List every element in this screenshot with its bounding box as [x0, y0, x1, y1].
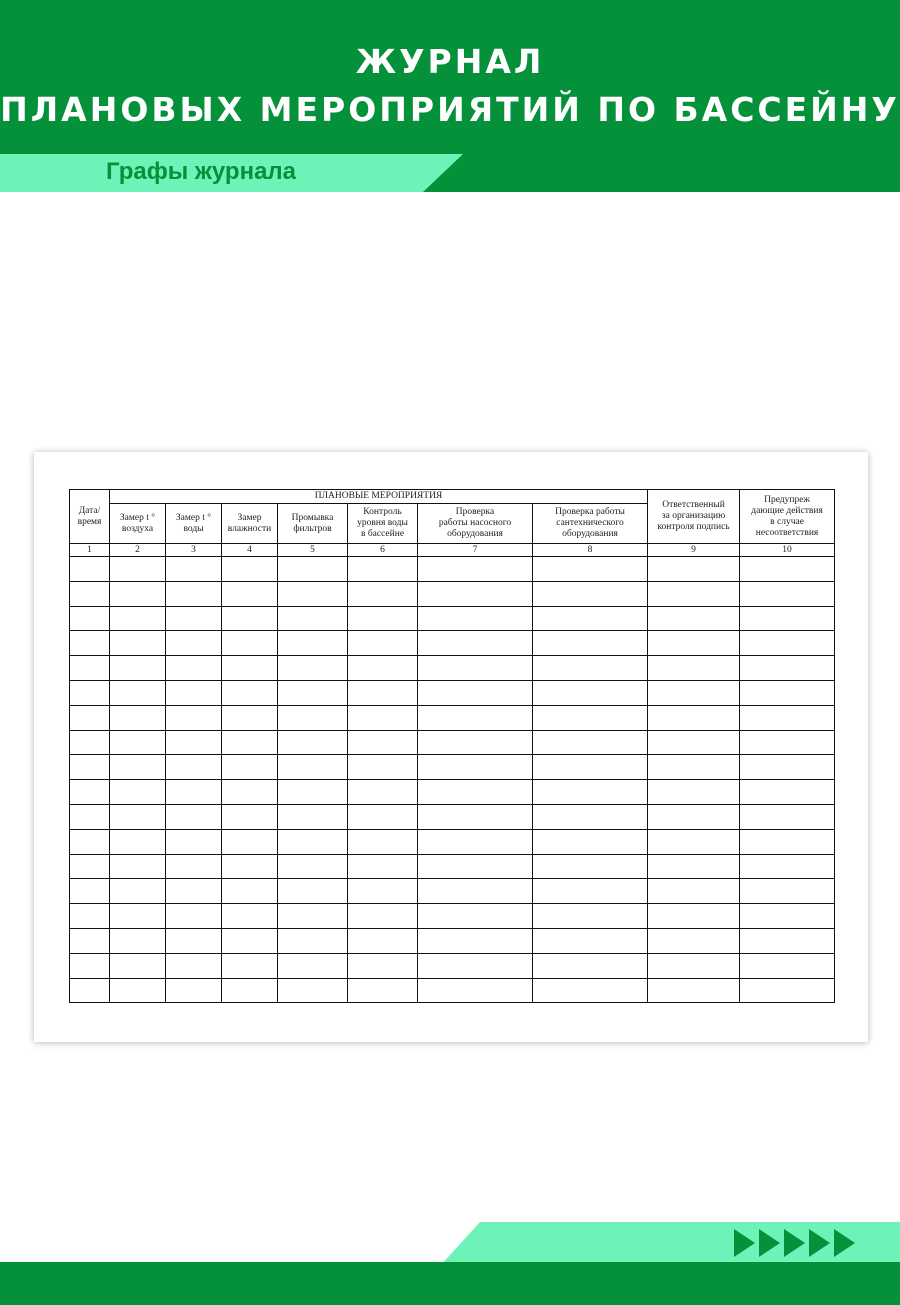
table-cell	[348, 557, 418, 582]
table-cell	[278, 606, 348, 631]
table-cell	[222, 730, 278, 755]
column-number: 4	[222, 544, 278, 557]
table-row	[70, 755, 835, 780]
table-cell	[348, 680, 418, 705]
table-row	[70, 879, 835, 904]
table-cell	[222, 804, 278, 829]
table-cell	[70, 854, 110, 879]
column-header-plumbing	[533, 504, 648, 544]
column-header-water-temp	[166, 504, 222, 544]
table-cell	[648, 904, 740, 929]
table-cell	[110, 904, 166, 929]
table-cell	[278, 854, 348, 879]
table-cell	[110, 978, 166, 1003]
table-cell	[740, 953, 835, 978]
table-cell	[418, 730, 533, 755]
column-number: 1	[70, 544, 110, 557]
table-cell	[222, 705, 278, 730]
table-cell	[110, 705, 166, 730]
column-header-humidity	[222, 504, 278, 544]
table-cell	[533, 854, 648, 879]
table-cell	[533, 928, 648, 953]
column-header-date	[70, 490, 110, 544]
table-cell	[740, 755, 835, 780]
table-cell	[348, 829, 418, 854]
group-header-planned-activities: ПЛАНОВЫЕ МЕРОПРИЯТИЯ	[110, 490, 648, 504]
table-cell	[418, 978, 533, 1003]
table-cell	[70, 680, 110, 705]
table-cell	[533, 606, 648, 631]
table-cell	[70, 631, 110, 656]
column-number: 10	[740, 544, 835, 557]
table-row	[70, 953, 835, 978]
column-header-responsible-text: Ответственный за организацию контроля подпись	[657, 500, 730, 532]
table-cell	[110, 606, 166, 631]
table-cell	[740, 928, 835, 953]
table-cell	[110, 680, 166, 705]
column-number: 3	[166, 544, 222, 557]
table-cell	[648, 705, 740, 730]
table-cell	[166, 904, 222, 929]
table-cell	[110, 656, 166, 681]
table-cell	[348, 656, 418, 681]
table-cell	[418, 581, 533, 606]
table-row	[70, 829, 835, 854]
table-cell	[740, 557, 835, 582]
table-cell	[740, 730, 835, 755]
table-cell	[648, 978, 740, 1003]
table-cell	[166, 705, 222, 730]
table-cell	[348, 581, 418, 606]
table-cell	[533, 829, 648, 854]
table-cell	[70, 978, 110, 1003]
table-cell	[533, 631, 648, 656]
table-cell	[222, 854, 278, 879]
table-cell	[166, 953, 222, 978]
table-cell	[110, 755, 166, 780]
table-cell	[70, 879, 110, 904]
table-cell	[166, 730, 222, 755]
table-cell	[348, 755, 418, 780]
column-header-date-text: Дата/ время	[77, 505, 102, 527]
table-cell	[348, 631, 418, 656]
table-cell	[740, 879, 835, 904]
page-title-line-2: ПЛАНОВЫХ МЕРОПРИЯТИЙ ПО БАССЕЙНУ	[0, 90, 900, 129]
table-cell	[166, 854, 222, 879]
table-cell	[348, 854, 418, 879]
table-cell	[348, 780, 418, 805]
section-subtitle: Графы журнала	[106, 158, 297, 185]
table-row	[70, 581, 835, 606]
table-cell	[222, 904, 278, 929]
table-cell	[70, 928, 110, 953]
table-row	[70, 631, 835, 656]
table-cell	[740, 780, 835, 805]
arrow-group	[734, 1229, 859, 1259]
column-header-humidity-text: Замер влажности	[227, 512, 272, 534]
table-cell	[740, 904, 835, 929]
table-cell	[70, 606, 110, 631]
table-cell	[533, 978, 648, 1003]
table-row	[70, 606, 835, 631]
table-cell	[348, 928, 418, 953]
table-cell	[648, 557, 740, 582]
table-cell	[70, 804, 110, 829]
column-header-filters	[278, 504, 348, 544]
table-cell	[348, 879, 418, 904]
table-cell	[278, 978, 348, 1003]
table-cell	[533, 953, 648, 978]
column-header-water-level	[348, 504, 418, 544]
table-cell	[648, 829, 740, 854]
table-cell	[648, 631, 740, 656]
table-cell	[222, 631, 278, 656]
table-cell	[110, 581, 166, 606]
table-cell	[348, 953, 418, 978]
arrow-right-icon	[809, 1229, 830, 1257]
table-cell	[418, 557, 533, 582]
table-cell	[222, 606, 278, 631]
table-cell	[348, 705, 418, 730]
table-cell	[348, 904, 418, 929]
table-cell	[648, 879, 740, 904]
table-cell	[166, 680, 222, 705]
journal-form-card	[34, 452, 868, 1042]
table-cell	[278, 829, 348, 854]
column-number: 6	[348, 544, 418, 557]
table-cell	[222, 928, 278, 953]
table-cell	[533, 557, 648, 582]
column-header-air-temp	[110, 504, 166, 544]
table-cell	[418, 953, 533, 978]
table-cell	[110, 953, 166, 978]
column-header-responsible	[648, 490, 740, 544]
table-cell	[222, 780, 278, 805]
table-cell	[418, 854, 533, 879]
table-cell	[648, 656, 740, 681]
table-cell	[648, 755, 740, 780]
table-cell	[278, 557, 348, 582]
table-cell	[70, 705, 110, 730]
table-cell	[70, 656, 110, 681]
table-cell	[110, 829, 166, 854]
table-row	[70, 854, 835, 879]
table-cell	[110, 879, 166, 904]
table-cell	[533, 780, 648, 805]
table-cell	[418, 606, 533, 631]
table-cell	[166, 755, 222, 780]
table-cell	[740, 705, 835, 730]
table-cell	[222, 953, 278, 978]
table-cell	[166, 928, 222, 953]
table-row	[70, 705, 835, 730]
table-cell	[648, 928, 740, 953]
table-cell	[418, 904, 533, 929]
table-cell	[740, 854, 835, 879]
table-cell	[418, 705, 533, 730]
table-row	[70, 656, 835, 681]
arrow-right-icon	[734, 1229, 755, 1257]
column-header-pump-text: Проверка работы насосного оборудования	[438, 507, 512, 539]
table-cell	[648, 730, 740, 755]
table-cell	[70, 730, 110, 755]
table-cell	[70, 755, 110, 780]
table-cell	[278, 904, 348, 929]
table-row	[70, 557, 835, 582]
table-cell	[740, 829, 835, 854]
table-cell	[166, 879, 222, 904]
table-cell	[418, 928, 533, 953]
table-cell	[278, 928, 348, 953]
table-cell	[648, 581, 740, 606]
table-cell	[533, 705, 648, 730]
table-cell	[418, 804, 533, 829]
table-cell	[418, 879, 533, 904]
table-cell	[166, 581, 222, 606]
table-cell	[278, 730, 348, 755]
table-cell	[348, 978, 418, 1003]
table-cell	[418, 656, 533, 681]
table-cell	[740, 680, 835, 705]
table-cell	[648, 780, 740, 805]
table-cell	[222, 978, 278, 1003]
table-cell	[533, 730, 648, 755]
table-cell	[533, 755, 648, 780]
column-header-air-temp-text: Замер t ° воздуха	[119, 512, 156, 534]
table-cell	[222, 557, 278, 582]
arrow-right-icon	[784, 1229, 805, 1257]
table-cell	[418, 631, 533, 656]
table-cell	[533, 879, 648, 904]
table-cell	[110, 631, 166, 656]
table-cell	[533, 680, 648, 705]
column-header-plumbing-text: Проверка работы сантехнического оборудования	[555, 507, 625, 539]
column-header-water-temp-text: Замер t ° воды	[175, 512, 212, 534]
column-header-pump	[418, 504, 533, 544]
table-cell	[110, 730, 166, 755]
table-cell	[70, 953, 110, 978]
table-row	[70, 680, 835, 705]
table-cell	[648, 953, 740, 978]
column-header-filters-text: Промывка фильтров	[291, 512, 334, 534]
column-header-water-level-text: Контроль уровня воды в бассейне	[357, 507, 408, 539]
table-cell	[166, 804, 222, 829]
table-cell	[278, 631, 348, 656]
table-cell	[418, 680, 533, 705]
table-row	[70, 904, 835, 929]
table-cell	[110, 854, 166, 879]
table-cell	[533, 581, 648, 606]
table-cell	[110, 928, 166, 953]
table-cell	[222, 581, 278, 606]
table-cell	[740, 804, 835, 829]
table-cell	[648, 680, 740, 705]
footer-bar	[0, 1262, 900, 1305]
page-title-line-1: ЖУРНАЛ	[355, 42, 545, 81]
table-cell	[166, 606, 222, 631]
table-cell	[278, 879, 348, 904]
table-cell	[740, 581, 835, 606]
column-number: 2	[110, 544, 166, 557]
table-row	[70, 730, 835, 755]
table-cell	[70, 581, 110, 606]
table-cell	[348, 730, 418, 755]
table-cell	[348, 804, 418, 829]
table-cell	[70, 557, 110, 582]
column-header-warning-text: Предупреж дающие действия в случае несоответствия	[751, 494, 823, 538]
table-cell	[418, 829, 533, 854]
table-row	[70, 978, 835, 1003]
table-cell	[418, 755, 533, 780]
table-cell	[278, 705, 348, 730]
table-cell	[278, 656, 348, 681]
column-number: 9	[648, 544, 740, 557]
table-cell	[648, 804, 740, 829]
table-cell	[110, 557, 166, 582]
journal-table	[69, 489, 835, 1003]
table-row	[70, 780, 835, 805]
table-cell	[110, 804, 166, 829]
table-cell	[222, 755, 278, 780]
table-cell	[740, 606, 835, 631]
table-cell	[648, 854, 740, 879]
arrow-right-icon	[759, 1229, 780, 1257]
table-cell	[166, 829, 222, 854]
table-cell	[70, 829, 110, 854]
column-header-warning	[740, 490, 835, 544]
table-cell	[166, 631, 222, 656]
table-cell	[278, 581, 348, 606]
table-cell	[222, 656, 278, 681]
table-cell	[70, 780, 110, 805]
table-cell	[278, 755, 348, 780]
column-number: 8	[533, 544, 648, 557]
table-cell	[533, 804, 648, 829]
page-title	[0, 38, 900, 134]
table-cell	[533, 656, 648, 681]
table-cell	[166, 656, 222, 681]
table-cell	[740, 978, 835, 1003]
table-cell	[222, 879, 278, 904]
table-cell	[278, 680, 348, 705]
table-cell	[222, 829, 278, 854]
table-cell	[70, 904, 110, 929]
table-cell	[348, 606, 418, 631]
table-cell	[166, 557, 222, 582]
table-cell	[166, 978, 222, 1003]
table-cell	[740, 631, 835, 656]
table-cell	[278, 780, 348, 805]
table-cell	[222, 680, 278, 705]
column-number: 5	[278, 544, 348, 557]
table-cell	[278, 804, 348, 829]
table-cell	[740, 656, 835, 681]
table-cell	[418, 780, 533, 805]
arrow-right-icon	[834, 1229, 855, 1257]
table-cell	[278, 953, 348, 978]
table-cell	[533, 904, 648, 929]
table-row	[70, 928, 835, 953]
table-cell	[166, 780, 222, 805]
journal-body	[70, 557, 835, 1003]
table-cell	[648, 606, 740, 631]
column-number: 7	[418, 544, 533, 557]
table-cell	[110, 780, 166, 805]
table-row	[70, 804, 835, 829]
